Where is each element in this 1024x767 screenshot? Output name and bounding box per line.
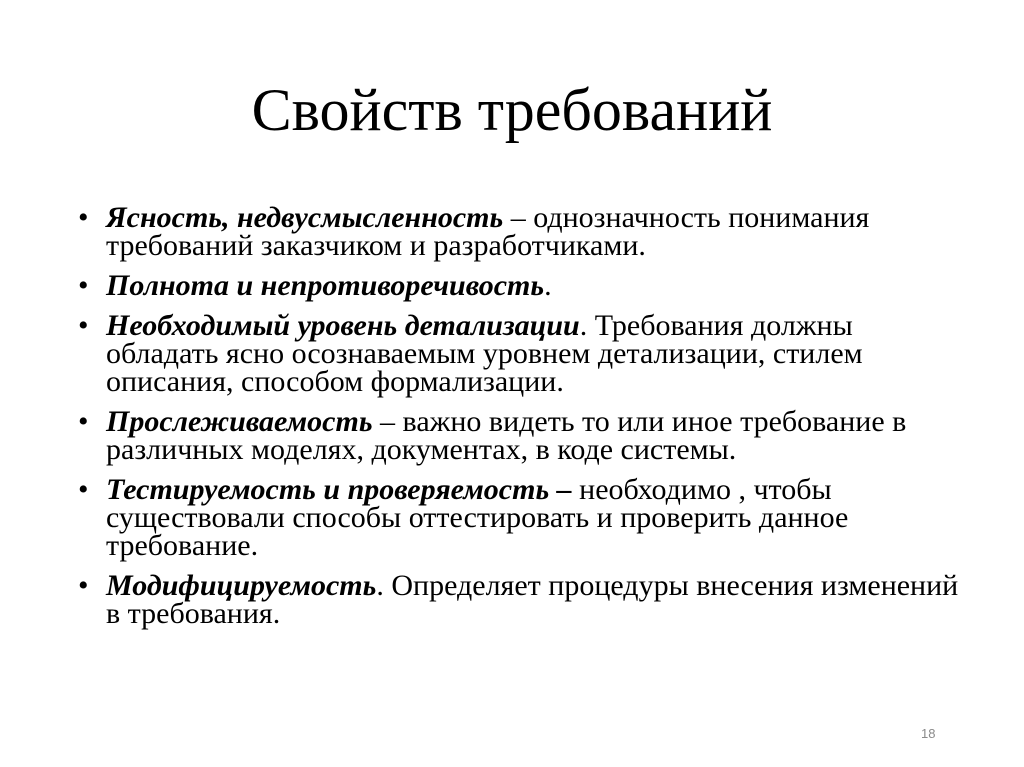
item-term: Модифицируемость [106,569,377,602]
bullet-icon: • [78,269,89,302]
item-term: Необходимый уровень детализации [106,309,580,342]
item-term: Полнота и непротиворечивость [106,269,545,302]
bullet-list [72,201,972,640]
item-term: Тестируемость и проверяемость – [106,473,572,506]
list-item [72,201,972,262]
item-text: – однозначность понимания требований заказчиком и разработчиками. [106,201,870,262]
bullet-icon: • [78,309,89,342]
list-item [72,269,972,302]
bullet-icon: • [78,405,89,438]
list-item [72,405,972,466]
item-text: необходимо , чтобы существовали способы оттестировать и проверить данное требование. [106,473,849,562]
list-item [72,473,972,562]
list-item [72,309,972,398]
item-text: – важно видеть то или иное требование в различных моделях, документах, в коде системы. [106,405,907,466]
item-text: . Определяет процедуры внесения изменений в требования. [106,569,959,630]
item-term: Прослеживаемость [106,405,373,438]
page-number: 18 [921,726,936,741]
bullet-icon: • [78,201,89,234]
list-item [72,569,972,630]
item-term: Ясность, недвусмысленность [106,201,504,234]
item-text: . [544,269,552,302]
item-text: . Требования должны обладать ясно осознаваемым уровнем детализации, стилем описания, способом формализации. [106,309,863,398]
slide-title: Свойств требований [251,77,773,143]
bullet-icon: • [78,569,89,602]
bullet-icon: • [78,473,89,506]
